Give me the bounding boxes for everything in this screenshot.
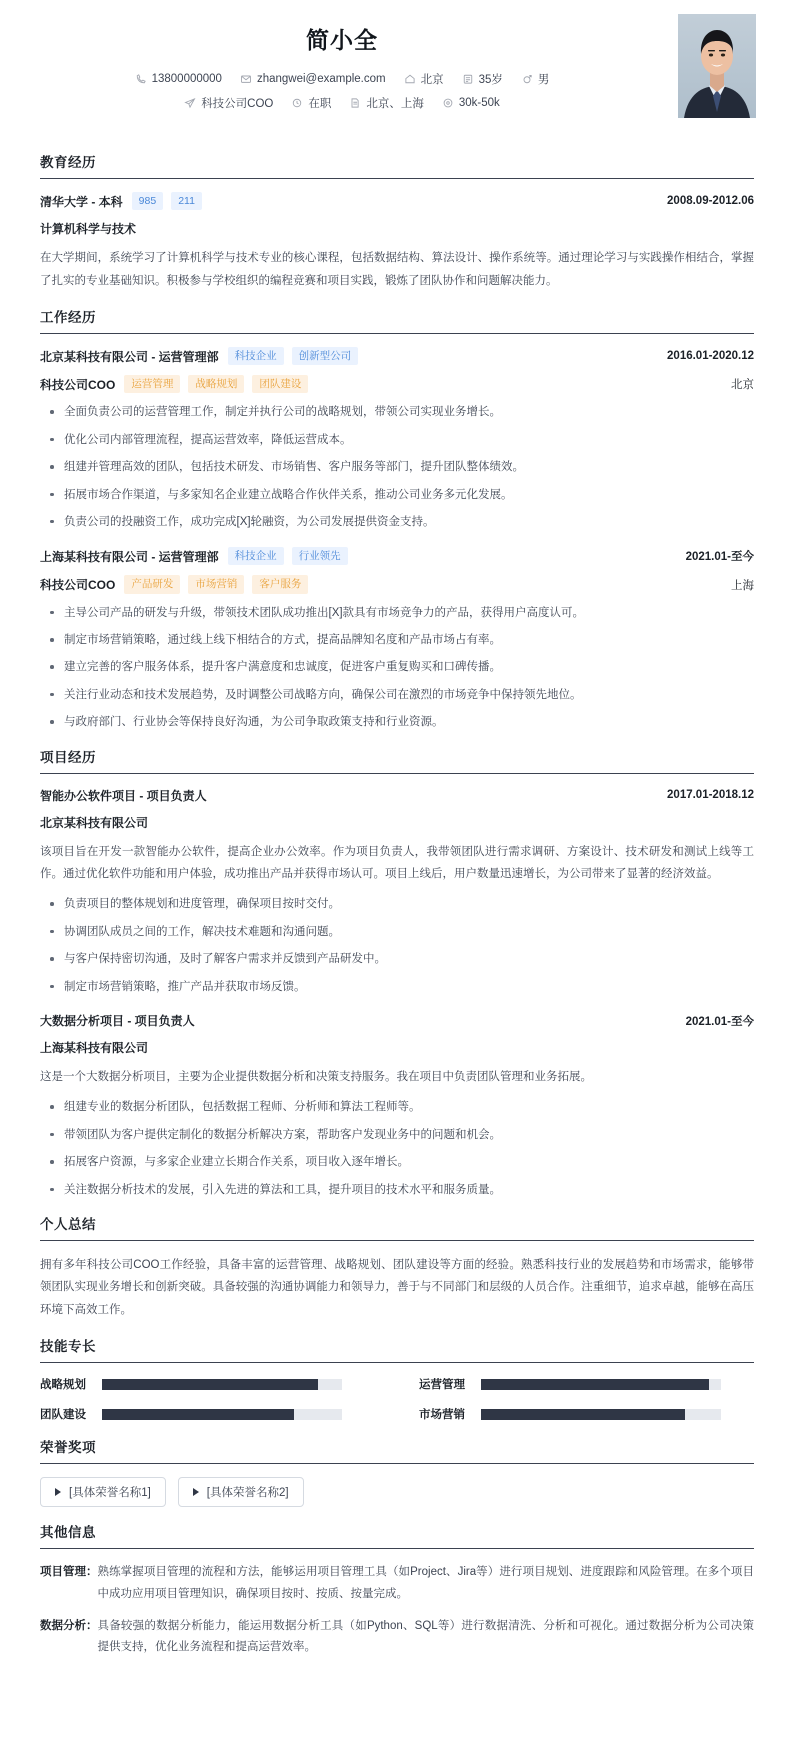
project-header-row — [40, 787, 754, 804]
project-bullets — [40, 1098, 754, 1199]
position-tag: 战略规划 — [188, 375, 244, 393]
contact-row-secondary — [40, 95, 754, 111]
skill-item — [419, 1376, 754, 1392]
gender-icon — [521, 73, 533, 85]
section-title-other: 其他信息 — [40, 1521, 754, 1549]
project-header-row — [40, 1012, 754, 1029]
skills-grid — [40, 1376, 754, 1422]
project-description: 这是一个大数据分析项目，主要为企业提供数据分析和决策支持服务。我在项目中负责团队管理和业务拓展。 — [40, 1071, 592, 1084]
project-entries — [40, 787, 754, 1199]
list-item: 协调团队成员之间的工作，解决技术难题和沟通问题。 — [40, 923, 754, 941]
work-entry — [40, 547, 754, 731]
work-position-left — [40, 375, 316, 393]
summary-text: 拥有多年科技公司COO工作经验，具备丰富的运营管理、战略规划、团队建设等方面的经验。熟悉科技行业的发展趋势和市场需求，能够带领团队实现业务增长和创新突破。具备较强的沟通协调能力和领导力，善于与不同部门和层级的人员合作。注重细节，追求卓越，能够在高压环境下高效工作。 — [40, 1259, 754, 1316]
section-title-honors: 荣誉奖项 — [40, 1436, 754, 1464]
position-title: 科技公司COO — [40, 377, 116, 392]
section-honors — [0, 1436, 794, 1507]
contact-item-gender — [521, 71, 550, 87]
send-icon — [184, 97, 196, 109]
honor-label: [具体荣誉名称1] — [69, 1487, 151, 1500]
other-info-text: 熟练掌握项目管理的流程和方法，能够运用项目管理工具（如Project、Jira等）进行项目规划、进度跟踪和风险管理。在多个项目中成功应用项目管理知识，确保项目按时、按质、按量完成。 — [97, 1566, 754, 1600]
skill-progress-track — [481, 1409, 721, 1420]
section-summary — [0, 1213, 794, 1321]
work-position-row — [40, 575, 754, 593]
list-item: 全面负责公司的运营管理工作，制定并执行公司的战略规划，带领公司实现业务增长。 — [40, 403, 754, 421]
education-entry — [40, 192, 754, 292]
work-company-row — [40, 547, 754, 565]
company-tag: 科技企业 — [228, 347, 284, 365]
company-tag: 创新型公司 — [292, 347, 359, 365]
project-name: 大数据分析项目 - 项目负责人 — [40, 1014, 195, 1029]
skill-name: 团队建设 — [40, 1409, 86, 1422]
work-location: 上海 — [731, 579, 754, 592]
work-company-left — [40, 547, 356, 565]
contact-value: 北京 — [420, 74, 444, 86]
list-item: 关注行业动态和技术发展趋势，及时调整公司战略方向，确保公司在激烈的市场竞争中保持领先地位。 — [40, 686, 754, 704]
section-title-summary: 个人总结 — [40, 1213, 754, 1241]
work-position-left — [40, 575, 316, 593]
contact-value: 30k-50k — [458, 97, 500, 109]
skill-progress-track — [481, 1379, 721, 1390]
work-date: 2021.01-至今 — [685, 551, 754, 564]
work-bullets — [40, 604, 754, 732]
education-tag: 211 — [171, 192, 202, 210]
work-entry — [40, 347, 754, 531]
project-entry — [40, 1012, 754, 1199]
skill-name: 市场营销 — [419, 1409, 465, 1422]
skill-item — [419, 1406, 754, 1422]
skill-progress-fill — [481, 1379, 709, 1390]
other-info-text: 具备较强的数据分析能力，能运用数据分析工具（如Python、SQL等）进行数据清洗、分析和可视化。通过数据分析为公司决策提供支持，优化业务流程和提高运营效率。 — [97, 1619, 754, 1654]
contact-item-home — [404, 71, 444, 87]
project-name: 智能办公软件项目 - 项目负责人 — [40, 788, 207, 803]
honor-chip[interactable] — [40, 1477, 166, 1507]
work-entries — [40, 347, 754, 732]
contact-item-phone — [135, 73, 222, 85]
list-item: 建立完善的客户服务体系，提升客户满意度和忠诚度，促进客户重复购买和口碑传播。 — [40, 658, 754, 676]
section-title-work: 工作经历 — [40, 306, 754, 334]
other-info-item — [40, 1616, 754, 1659]
contact-item-send — [184, 95, 273, 111]
other-info-label: 数据分析： — [40, 1619, 98, 1632]
list-item: 关注数据分析技术的发展，引入先进的算法和工具，提升项目的技术水平和服务质量。 — [40, 1181, 754, 1199]
honors-list — [40, 1477, 754, 1507]
education-entry-header — [40, 192, 754, 210]
list-item: 优化公司内部管理流程，提高运营效率，降低运营成本。 — [40, 431, 754, 449]
section-title-education: 教育经历 — [40, 151, 754, 179]
section-title-projects: 项目经历 — [40, 746, 754, 774]
position-tag: 客户服务 — [252, 575, 308, 593]
project-entry — [40, 787, 754, 996]
home-icon — [404, 73, 416, 85]
list-item: 带领团队为客户提供定制化的数据分析解决方案，帮助客户发现业务中的问题和机会。 — [40, 1126, 754, 1144]
section-title-skills: 技能专长 — [40, 1335, 754, 1363]
contact-item-mail — [240, 73, 386, 85]
skill-progress-fill — [102, 1379, 318, 1390]
school-name: 清华大学 - 本科 — [40, 194, 123, 209]
list-item: 组建并管理高效的团队，包括技术研发、市场销售、客户服务等部门，提升团队整体绩效。 — [40, 458, 754, 476]
phone-icon — [135, 73, 147, 85]
contact-value: 科技公司COO — [201, 98, 274, 110]
project-company: 北京某科技有限公司 — [40, 815, 149, 830]
position-tag: 团队建设 — [252, 375, 308, 393]
education-entry-left — [40, 192, 210, 210]
position-tag: 运营管理 — [124, 375, 180, 393]
work-company-row — [40, 347, 754, 365]
list-item: 与政府部门、行业协会等保持良好沟通，为公司争取政策支持和行业资源。 — [40, 713, 754, 731]
honor-label: [具体荣誉名称2] — [206, 1487, 289, 1500]
list-item: 拓展市场合作渠道，与多家知名企业建立战略合作伙伴关系，推动公司业务多元化发展。 — [40, 486, 754, 504]
contact-value: 北京、上海 — [366, 98, 424, 110]
company-name: 上海某科技有限公司 - 运营管理部 — [40, 549, 219, 564]
contact-value: 在职 — [308, 98, 332, 110]
contact-row-primary — [40, 71, 754, 87]
location-list-icon — [349, 97, 361, 109]
contact-value: 35岁 — [478, 74, 503, 86]
education-entries — [40, 192, 754, 292]
status-icon — [291, 97, 303, 109]
education-description: 在大学期间，系统学习了计算机科学与技术专业的核心课程，包括数据结构、算法设计、操作系统等。通过理论学习与实践操作相结合，掌握了扎实的专业基础知识。积极参与学校组织的编程竞赛和项目实践，锻炼了团队协作和问题解决能力。 — [40, 252, 754, 287]
skill-name: 运营管理 — [419, 1379, 465, 1392]
id-card-icon — [462, 73, 474, 85]
contact-value: zhangwei@example.com — [256, 73, 386, 85]
position-tag: 市场营销 — [188, 575, 244, 593]
section-skills — [0, 1335, 794, 1422]
section-education — [0, 151, 794, 292]
company-name: 北京某科技有限公司 - 运营管理部 — [40, 349, 219, 364]
major-name: 计算机科学与技术 — [40, 222, 137, 237]
section-work — [0, 306, 794, 732]
list-item: 负责项目的整体规划和进度管理，确保项目按时交付。 — [40, 895, 754, 913]
company-tag: 科技企业 — [228, 547, 284, 565]
work-location: 北京 — [731, 379, 754, 392]
resume-header — [0, 0, 794, 137]
list-item: 制定市场营销策略，通过线上线下相结合的方式，提高品牌知名度和产品市场占有率。 — [40, 631, 754, 649]
contact-item-location-list — [349, 95, 424, 111]
skill-progress-fill — [481, 1409, 685, 1420]
skill-progress-track — [102, 1379, 342, 1390]
project-date: 2021.01-至今 — [685, 1015, 754, 1028]
list-item: 负责公司的投融资工作，成功完成[X]轮融资，为公司发展提供资金支持。 — [40, 513, 754, 531]
honor-chip[interactable] — [178, 1477, 304, 1507]
project-date: 2017.01-2018.12 — [667, 789, 754, 802]
salary-icon — [442, 97, 454, 109]
section-other — [0, 1521, 794, 1658]
play-triangle-icon — [193, 1488, 199, 1496]
position-tag: 产品研发 — [124, 575, 180, 593]
contact-value: 13800000000 — [151, 73, 222, 85]
company-tag: 行业领先 — [292, 547, 348, 565]
skill-item — [40, 1376, 375, 1392]
list-item: 主导公司产品的研发与升级，带领技术团队成功推出[X]款具有市场竞争力的产品，获得用户高度认可。 — [40, 604, 754, 622]
skill-name: 战略规划 — [40, 1379, 86, 1392]
section-projects — [0, 746, 794, 1199]
list-item: 组建专业的数据分析团队，包括数据工程师、分析师和算法工程师等。 — [40, 1098, 754, 1116]
project-company: 上海某科技有限公司 — [40, 1041, 149, 1056]
other-info-list — [40, 1562, 754, 1658]
work-company-left — [40, 347, 366, 365]
education-tag: 985 — [132, 192, 164, 210]
work-position-row — [40, 375, 754, 393]
avatar — [678, 14, 756, 118]
contact-item-status — [291, 95, 331, 111]
contact-item-salary — [442, 97, 500, 109]
education-date: 2008.09-2012.06 — [667, 195, 754, 208]
mail-icon — [240, 73, 252, 85]
list-item: 与客户保持密切沟通，及时了解客户需求并反馈到产品研发中。 — [40, 950, 754, 968]
skill-progress-track — [102, 1409, 342, 1420]
skill-progress-fill — [102, 1409, 294, 1420]
contact-item-id-card — [462, 71, 503, 87]
other-info-item — [40, 1562, 754, 1605]
contact-value: 男 — [537, 74, 550, 86]
project-description: 该项目旨在开发一款智能办公软件，提高企业办公效率。作为项目负责人，我带领团队进行需求调研、方案设计、技术研发和测试上线等工作。通过优化软件功能和用户体验，成功推出产品并获得市场认可。项目上线后，用户数量迅速增长，为公司带来了显著的经济效益。 — [40, 845, 754, 881]
work-bullets — [40, 403, 754, 531]
skill-item — [40, 1406, 375, 1422]
page-title: 简小全 — [306, 27, 378, 53]
list-item: 拓展客户资源，与多家企业建立长期合作关系，项目收入逐年增长。 — [40, 1153, 754, 1171]
list-item: 制定市场营销策略，推广产品并获取市场反馈。 — [40, 978, 754, 996]
work-date: 2016.01-2020.12 — [667, 350, 754, 363]
project-bullets — [40, 895, 754, 996]
play-triangle-icon — [55, 1488, 61, 1496]
other-info-label: 项目管理： — [40, 1566, 98, 1579]
position-title: 科技公司COO — [40, 578, 116, 593]
